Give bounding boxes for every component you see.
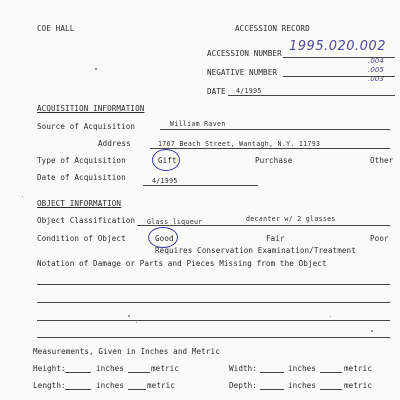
- source-label: Source of Acquisition: [37, 122, 136, 131]
- header-title: ACCESSION RECORD: [235, 24, 310, 33]
- type-option-other: Other: [370, 156, 394, 165]
- header-location: COE HALL: [37, 24, 75, 33]
- conservation-note: Requires Conservation Examination/Treatment: [155, 246, 356, 255]
- object-heading: OBJECT INFORMATION: [37, 199, 122, 208]
- damage-line-2: [37, 302, 390, 303]
- type-option-purchase: Purchase: [255, 156, 293, 165]
- classification-line: [137, 225, 390, 226]
- scan-speck: [136, 322, 137, 323]
- acquisition-date-value: 4/1995: [152, 177, 178, 185]
- scan-speck: [371, 330, 373, 332]
- scan-speck: [95, 68, 97, 70]
- height-inches-unit: inches: [96, 364, 125, 373]
- measurements-heading: Measurements, Given in Inches and Metric: [33, 347, 220, 356]
- classification-value-2: decanter w/ 2 glasses: [246, 215, 336, 223]
- address-line: [150, 148, 390, 149]
- scan-speck: [22, 196, 23, 197]
- width-inches-line: [260, 372, 284, 373]
- condition-option-good: Good: [155, 234, 174, 243]
- address-label: Address: [98, 139, 131, 148]
- width-metric-unit: metric: [344, 364, 373, 373]
- width-metric-line: [320, 372, 342, 373]
- negative-number-value-3: .003: [368, 75, 384, 83]
- record-date-line: [228, 95, 395, 96]
- width-label: Width:: [229, 364, 258, 373]
- depth-inches-unit: inches: [288, 381, 317, 390]
- negative-number-line: [283, 76, 395, 77]
- type-label: Type of Acquisition: [37, 156, 126, 165]
- record-date-label: DATE: [207, 87, 226, 96]
- type-option-gift: Gift: [158, 156, 177, 165]
- acquisition-date-label: Date of Acquisition: [37, 173, 126, 182]
- depth-label: Depth:: [229, 381, 258, 390]
- acquisition-heading: ACQUISITION INFORMATION: [37, 104, 145, 113]
- damage-label: Notation of Damage or Parts and Pieces Missing from the Object: [37, 259, 327, 268]
- condition-selected-circle: [148, 227, 178, 248]
- damage-line-1: [37, 284, 390, 285]
- length-inches-unit: inches: [96, 381, 125, 390]
- acquisition-date-line: [143, 185, 258, 186]
- condition-label: Condition of Object: [37, 234, 126, 243]
- length-inches-line: [65, 389, 91, 390]
- length-metric-unit: metric: [147, 381, 176, 390]
- address-value: 1767 Beach Street, Wantagh, N.Y. 11793: [158, 140, 321, 148]
- type-selected-circle: [152, 149, 180, 171]
- condition-option-fair: Fair: [266, 234, 285, 243]
- length-metric-line: [128, 389, 146, 390]
- classification-label: Object Classification: [37, 216, 136, 225]
- classification-value: Glass liqueur: [147, 218, 203, 226]
- height-metric-unit: metric: [151, 364, 180, 373]
- source-value: William Raven: [170, 120, 226, 128]
- height-inches-line: [65, 372, 91, 373]
- record-date-value: 4/1995: [236, 87, 262, 95]
- damage-line-3: [37, 320, 390, 321]
- depth-metric-unit: metric: [344, 381, 373, 390]
- height-metric-line: [128, 372, 150, 373]
- negative-number-label: NEGATIVE NUMBER: [207, 68, 278, 77]
- condition-option-poor: Poor: [370, 234, 389, 243]
- damage-line-4: [37, 337, 390, 338]
- negative-number-value-2: .005: [368, 66, 384, 74]
- scan-speck: [128, 315, 130, 317]
- accession-number-label: ACCESSION NUMBER: [207, 49, 282, 58]
- depth-inches-line: [260, 389, 284, 390]
- negative-number-value-1: .004: [368, 57, 384, 65]
- length-label: Length:: [33, 381, 66, 390]
- scan-speck: [330, 316, 331, 317]
- height-label: Height:: [33, 364, 66, 373]
- source-line: [160, 129, 390, 130]
- accession-number-value: 1995.020.002: [289, 39, 386, 54]
- depth-metric-line: [320, 389, 342, 390]
- width-inches-unit: inches: [288, 364, 317, 373]
